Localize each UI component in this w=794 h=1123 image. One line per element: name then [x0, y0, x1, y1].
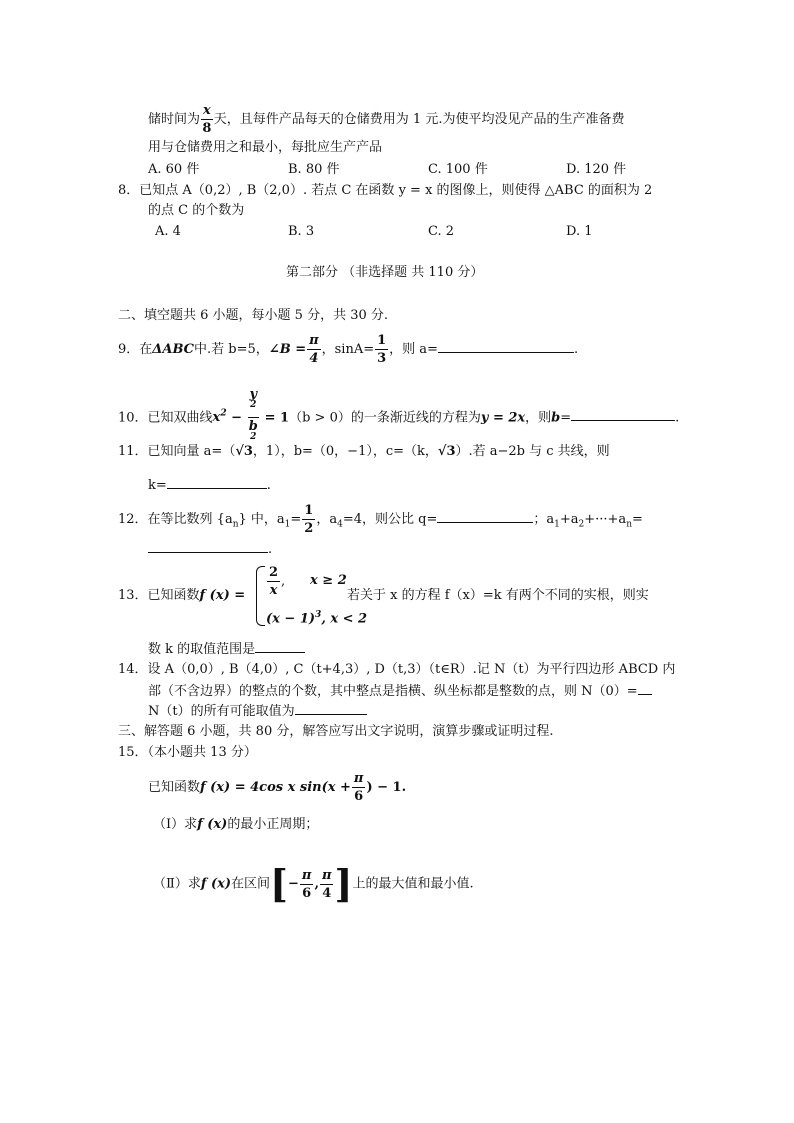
- q15-part1-suffix: 的最小正周期；: [227, 817, 319, 832]
- q12-a4-sub: 4: [337, 519, 343, 530]
- q13-case2-exp: 3: [315, 610, 322, 620]
- q11-period: .: [266, 478, 271, 493]
- q12-sep: ；a: [533, 512, 555, 527]
- q13-case2: [266, 605, 367, 629]
- q15-part1-fx: f (x): [197, 817, 228, 832]
- q11-text-c: ）.若 a−2b 与 c 共线，则: [455, 444, 610, 459]
- q14-values-label: N（t）的所有可能取值为: [148, 704, 295, 719]
- q7-text-a: 储时间为: [148, 112, 201, 127]
- q10-line: [118, 388, 679, 448]
- q9-angle: ∠B =: [268, 342, 307, 357]
- q7-frac-den: 8: [202, 121, 212, 136]
- q12-sum-a: +a: [559, 512, 579, 527]
- q15-six2: 6: [302, 885, 312, 901]
- q15-pi3: π: [321, 867, 332, 883]
- q8-option-d: D. 1: [566, 224, 593, 239]
- q15-pi-over-4: [320, 869, 334, 900]
- q15-part2: [153, 861, 474, 906]
- q15-part2-suffix: 上的最大值和最小值.: [352, 876, 474, 892]
- q15-part2-fx: f (x): [200, 876, 232, 892]
- q8-line2: 的点 C 的个数为: [148, 203, 245, 218]
- q10-asymptote: y = 2x: [480, 410, 526, 426]
- q10-y: y: [249, 387, 258, 402]
- q15-left-bracket: [: [270, 861, 289, 906]
- q7-option-c: C. 100 件: [428, 162, 488, 177]
- q13-fx: f (x) =: [199, 588, 246, 603]
- q12-s2-sub: 2: [578, 519, 585, 530]
- q12-sn-sub: n: [626, 519, 632, 530]
- q15-pi2: π: [301, 867, 312, 883]
- q9-pi: π: [309, 333, 319, 348]
- q11-answer-blank[interactable]: [167, 474, 267, 489]
- q15-part2-mid: 在区间: [231, 876, 271, 892]
- section2-heading: 二、填空题共 6 小题，每小题 5 分，共 30 分.: [118, 308, 389, 323]
- q13-label: [118, 586, 245, 606]
- q10-minus: −: [226, 410, 247, 426]
- q10-cond: （b > 0）的一条渐近线的方程为: [289, 410, 481, 426]
- q12-one-half: [302, 504, 315, 535]
- q12-mid0: } 中，a: [238, 512, 285, 527]
- q15-pi: π: [353, 771, 364, 786]
- q8-option-a: A. 4: [155, 224, 181, 239]
- q13-case2-expr: (x − 1): [266, 611, 316, 627]
- q9-mid2: ，sinA=: [321, 342, 375, 357]
- q11-line2: [148, 474, 271, 496]
- q10-answer-blank[interactable]: [571, 406, 675, 421]
- q14-line3: [148, 700, 367, 722]
- part2-title: 第二部分 （非选择题 共 110 分）: [286, 265, 484, 280]
- q12-s1-sub: 1: [554, 519, 560, 530]
- q13-comma: ,: [281, 574, 286, 589]
- q9-line: [118, 334, 578, 365]
- q12-line1: [118, 504, 643, 535]
- q14-values-blank[interactable]: [295, 700, 367, 715]
- q10-x2: [213, 410, 227, 425]
- q12-one: 1: [304, 503, 314, 518]
- q9-suffix: ，则 a=: [389, 342, 438, 357]
- q12-n-sub: n: [232, 519, 239, 530]
- q10-b: b: [551, 410, 561, 426]
- q13-case1-cond: x ≥ 2: [310, 573, 347, 588]
- q12-mid: ，a: [316, 512, 338, 527]
- q10-x: x: [212, 410, 221, 426]
- q10-suffix: ，则: [525, 410, 552, 426]
- q10-y-exp: 2: [250, 400, 257, 410]
- q15-six: 6: [354, 789, 364, 804]
- q9-pi-over-4: [307, 334, 321, 365]
- q11-text-b: ，1），b=（0，−1），c=（k，: [252, 444, 438, 459]
- q15-neg: −: [288, 876, 299, 892]
- q7-line1: [148, 104, 624, 135]
- q13-answer-blank[interactable]: [255, 638, 305, 653]
- q15-given-prefix: 已知函数: [148, 780, 201, 795]
- q9-period: .: [573, 342, 579, 357]
- q13-suffix: 若关于 x 的方程 f（x）=k 有两个不同的实根，则实: [347, 588, 649, 603]
- q15-given: [148, 772, 406, 803]
- q13-brace: [256, 566, 265, 626]
- q12-sum-b: +···+a: [584, 512, 627, 527]
- q9-three: 3: [377, 351, 387, 366]
- q11-line1: [118, 442, 610, 462]
- q15-formula-b: ) − 1.: [366, 780, 407, 795]
- q13-x: x: [269, 583, 278, 598]
- q7-line2: 用与仓储费用之和最小，每批应生产产品: [148, 140, 383, 155]
- q15-part2-prefix: （Ⅱ）求: [153, 876, 201, 892]
- q10-prefix: 10．已知双曲线: [118, 410, 213, 426]
- q13-case2-cond: , x < 2: [321, 611, 368, 627]
- q10-period: .: [675, 410, 680, 426]
- q12-two: 2: [304, 521, 314, 536]
- q13-case1: [266, 566, 285, 597]
- q12-mid2: =4，则公比 q=: [342, 512, 438, 527]
- q14-text: 部（不含边界）的整点的个数，其中整点是指横、纵坐标都是整数的点，则 N（0）=: [148, 684, 638, 699]
- q15-neg-pi-over-6: [300, 869, 314, 900]
- q15-part1-prefix: （Ⅰ）求: [153, 817, 198, 832]
- q15-formula-a: f (x) = 4cos x sin(x +: [200, 780, 351, 795]
- q13-range-label: 数 k 的取值范围是: [148, 642, 256, 657]
- q12-a1-sub: 1: [284, 519, 291, 530]
- q14-line2: [148, 680, 652, 702]
- q11-k: k=: [148, 478, 167, 493]
- q11-sqrt1: √3: [235, 444, 253, 459]
- q12-sum-eq: =: [631, 512, 643, 527]
- q9-triangle: ΔABC: [152, 342, 195, 357]
- q7-option-d: D. 120 件: [566, 162, 627, 177]
- q10-x-exp: 2: [220, 409, 227, 419]
- q15-right-bracket: ]: [334, 861, 353, 906]
- q13-line2: [148, 638, 305, 660]
- q12-line2: [148, 538, 272, 560]
- q11-text-a: 11．已知向量 a=（: [118, 444, 236, 459]
- q9-mid1: 中.若 b=5，: [194, 342, 269, 357]
- q8-line1: 8．已知点 A（0,2）, B（2,0）. 若点 C 在函数 y = x 的图像上，则使得 △ABC 的面积为 2: [118, 183, 653, 198]
- q10-eq1: = 1: [260, 410, 290, 426]
- q12-sum-blank[interactable]: [148, 538, 268, 553]
- q8-option-c: C. 2: [428, 224, 455, 239]
- q13-two: 2: [269, 565, 279, 580]
- q15-title: 15．（本小题共 13 分）: [118, 745, 257, 760]
- q7-fraction: [201, 104, 213, 135]
- q9-prefix: 9．在: [118, 342, 153, 357]
- q14-line1: 14．设 A（0,0）, B（4,0）, C（t+4,3）, D（t,3）（t∈R）.记 N（t）为平行四边形 ABCD 内: [118, 662, 676, 677]
- q10-y2-over-b2: [248, 388, 260, 448]
- q9-one-third: [375, 334, 388, 365]
- section3-heading: 三、解答题 6 小题，共 80 分，解答应写出文字说明，演算步骤或证明过程.: [118, 724, 554, 739]
- q9-four: 4: [309, 351, 319, 366]
- q10-b-den: b: [248, 419, 258, 435]
- q9-answer-blank[interactable]: [438, 338, 574, 353]
- q7-text-b: 天，且每件产品每天的仓储费用为 1 元.为使平均没见产品的生产准备费: [213, 112, 625, 127]
- q12-ratio-blank[interactable]: [437, 508, 533, 523]
- q11-sqrt2: √3: [437, 444, 456, 459]
- q10-y2: [248, 388, 260, 418]
- q13-prefix: 13．已知函数: [118, 588, 200, 603]
- q12-prefix: 12．在等比数列 {a: [118, 512, 233, 527]
- q15-comma: ,: [314, 876, 319, 892]
- q7-option-a: A. 60 件: [148, 162, 200, 177]
- q8-option-b: B. 3: [288, 224, 315, 239]
- q15-pi-over-6: [352, 772, 366, 803]
- q9-one: 1: [377, 333, 387, 348]
- q15-four3: 4: [322, 885, 332, 901]
- q12-period: .: [268, 542, 273, 557]
- q13-two-over-x: [267, 566, 280, 597]
- q10-eq: =: [560, 410, 572, 426]
- q14-n0-blank[interactable]: [638, 680, 652, 695]
- q15-part1: [153, 815, 318, 835]
- q7-option-b: B. 80 件: [288, 162, 340, 177]
- q7-frac-num: x: [203, 103, 211, 118]
- q10-b-exp: 2: [250, 432, 257, 443]
- q12-eq: =: [290, 512, 302, 527]
